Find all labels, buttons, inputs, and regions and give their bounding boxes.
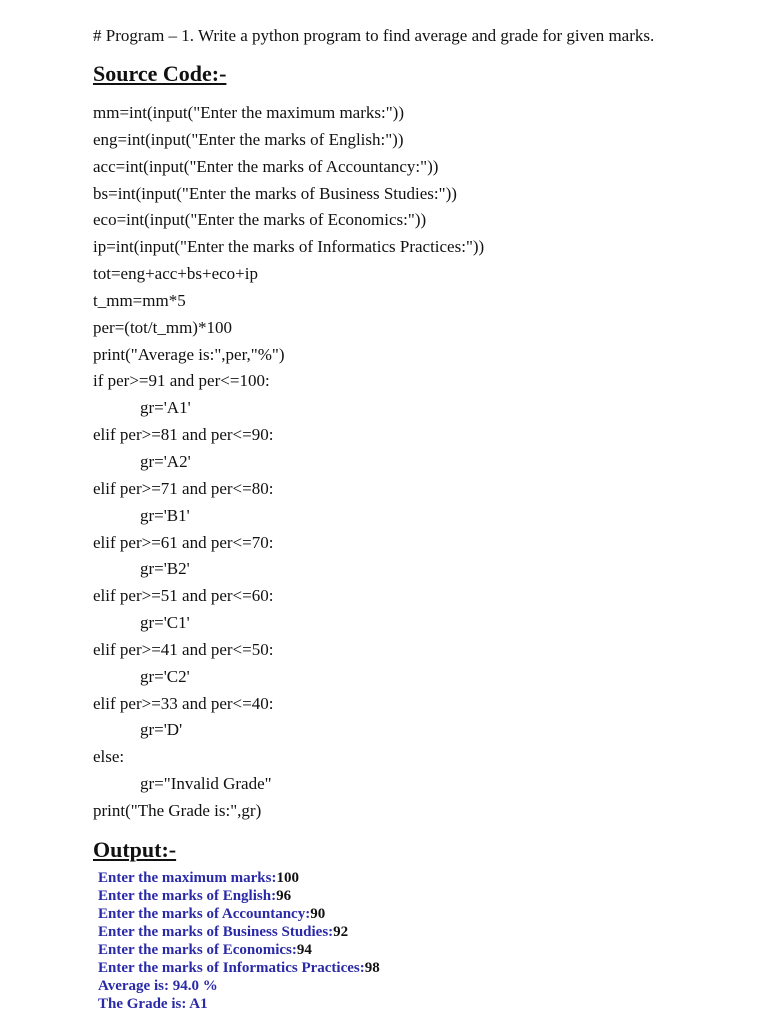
output-line [98, 887, 380, 905]
output-line [98, 905, 380, 923]
code-line: gr='D' [140, 720, 183, 740]
output-value: 100 [276, 870, 299, 886]
code-line: gr='A1' [140, 398, 191, 418]
code-line: ip=int(input("Enter the marks of Informatics Practices:")) [93, 237, 485, 257]
output-prompt: Enter the marks of Economics: [98, 942, 297, 958]
code-line: eco=int(input("Enter the marks of Economics:")) [93, 210, 427, 230]
output-prompt: Enter the maximum marks: [98, 870, 277, 886]
output-prompt: Average is: 94.0 % [98, 978, 218, 994]
code-line: acc=int(input("Enter the marks of Accountancy:")) [93, 156, 439, 176]
code-line: tot=eng+acc+bs+eco+ip [93, 264, 258, 284]
output-value: 92 [333, 924, 349, 940]
output-prompt: Enter the marks of Accountancy: [98, 906, 311, 922]
code-line: gr='C1' [140, 613, 190, 633]
code-line: else: [93, 747, 125, 767]
code-line: elif per>=81 and per<=90: [93, 425, 274, 445]
code-line: gr='C2' [140, 666, 190, 686]
code-line: if per>=91 and per<=100: [93, 371, 270, 391]
code-line: elif per>=33 and per<=40: [93, 693, 274, 713]
code-line: mm=int(input("Enter the maximum marks:")) [93, 103, 404, 122]
output-title: Output:- [93, 837, 177, 862]
output-value: 98 [364, 960, 380, 976]
code-line: print("The Grade is:",gr) [93, 800, 262, 820]
output-prompt: Enter the marks of English: [98, 888, 277, 904]
code-line: t_mm=mm*5 [93, 290, 186, 310]
output-line [98, 941, 380, 959]
output-prompt: Enter the marks of Business Studies: [98, 924, 334, 940]
output-line [98, 959, 380, 977]
output-value: 96 [276, 888, 292, 904]
output-prompt: The Grade is: A1 [98, 996, 208, 1012]
code-line: elif per>=71 and per<=80: [93, 478, 274, 498]
output-line [98, 923, 380, 941]
code-line: gr='B1' [140, 505, 190, 525]
program-heading: # Program – 1. Write a python program to find average and grade for given marks. [93, 26, 655, 45]
code-line: eng=int(input("Enter the marks of English:")) [93, 129, 404, 149]
source-code-title: Source Code:- [93, 61, 227, 86]
code-line: per=(tot/t_mm)*100 [93, 317, 232, 337]
source-code-block [93, 100, 484, 825]
code-line: elif per>=41 and per<=50: [93, 639, 274, 659]
code-line: elif per>=51 and per<=60: [93, 586, 274, 606]
code-line: gr='A2' [140, 451, 191, 471]
code-line: gr='B2' [140, 559, 190, 579]
code-line: gr="Invalid Grade" [140, 774, 272, 794]
code-line: bs=int(input("Enter the marks of Business Studies:")) [93, 183, 457, 203]
output-line [98, 869, 380, 887]
output-prompt: Enter the marks of Informatics Practices: [98, 960, 365, 976]
code-line: elif per>=61 and per<=70: [93, 532, 274, 552]
output-line [98, 977, 380, 995]
output-value: 90 [310, 906, 326, 922]
output-value: 94 [296, 942, 312, 958]
output-line [98, 995, 380, 1013]
code-line: print("Average is:",per,"%") [93, 344, 285, 364]
output-block [98, 869, 380, 1013]
